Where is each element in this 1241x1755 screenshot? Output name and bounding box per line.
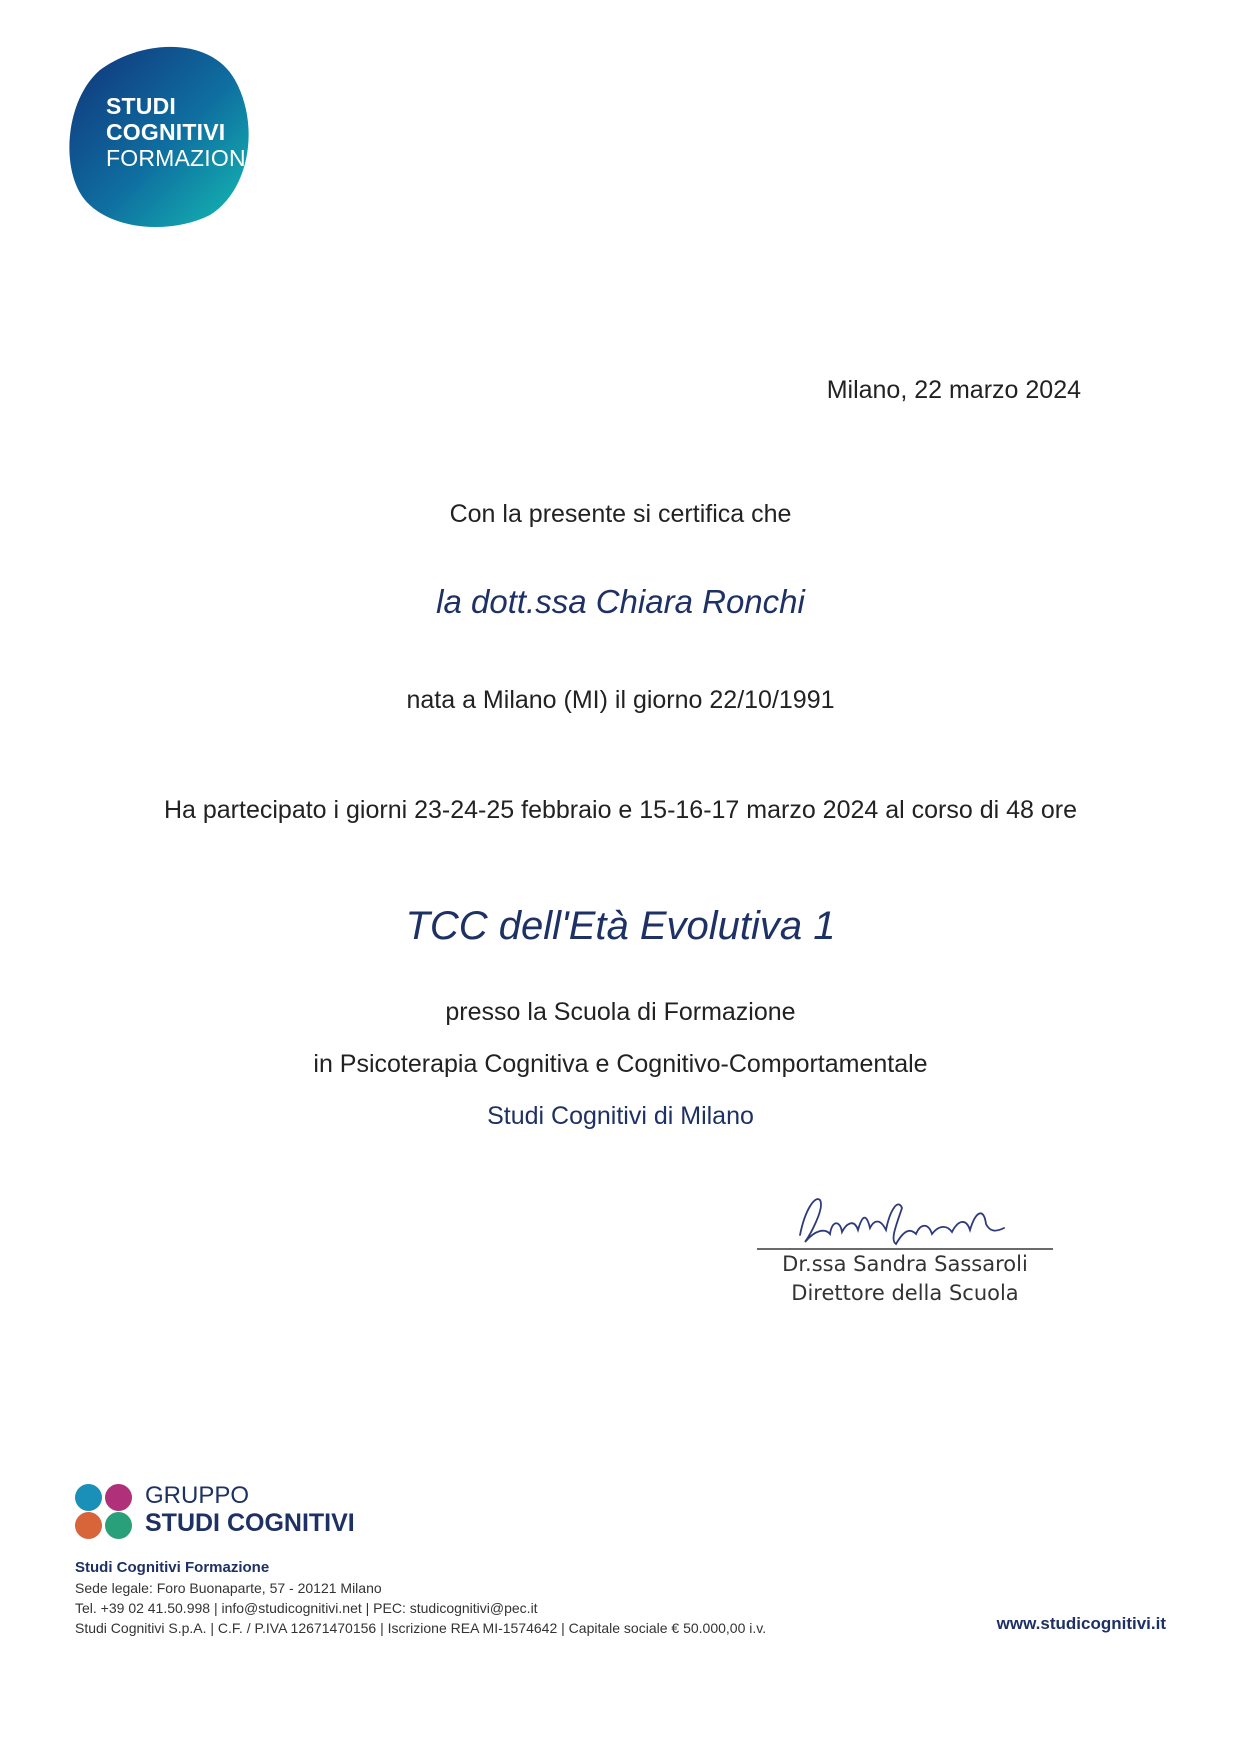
footer-contacts: Tel. +39 02 41.50.998 | info@studicognitivi.net | PEC: studicognitivi@pec.it — [75, 1600, 538, 1616]
school-line-2: in Psicoterapia Cognitiva e Cognitivo-Comportamentale — [313, 1050, 928, 1078]
group-logo-line2: STUDI COGNITIVI — [145, 1509, 355, 1537]
school-name: Studi Cognitivi di Milano — [487, 1102, 754, 1130]
participation-statement: Ha partecipato i giorni 23-24-25 febbraio e 15-16-17 marzo 2024 al corso di 48 ore — [163, 796, 1078, 824]
footer-legal: Studi Cognitivi S.p.A. | C.F. / P.IVA 12671470156 | Iscrizione REA MI-1574642 | Capitale sociale € 50.000,00 i.v. — [75, 1620, 767, 1636]
logo-dot-magenta-icon — [105, 1484, 132, 1511]
footer-address: Sede legale: Foro Buonaparte, 57 - 20121 Milano — [75, 1580, 382, 1596]
signer-name: Dr.ssa Sandra Sassaroli — [782, 1252, 1028, 1276]
certificate-intro: Con la presente si certifica che — [449, 500, 792, 528]
signer-role: Direttore della Scuola — [791, 1281, 1019, 1305]
course-title: TCC dell'Età Evolutiva 1 — [405, 904, 836, 948]
group-logo-line1: GRUPPO — [145, 1482, 250, 1509]
gruppo-studi-cognitivi-logo — [75, 1482, 385, 1542]
document-date: Milano, 22 marzo 2024 — [826, 376, 1081, 404]
logo-dot-green-icon — [105, 1512, 132, 1539]
footer-website-link[interactable]: www.studicognitivi.it — [996, 1614, 1166, 1633]
handwritten-signature — [770, 1190, 1070, 1250]
studi-cognitivi-formazione-logo — [60, 40, 260, 240]
signature-line — [757, 1248, 1053, 1250]
logo-text-line2: COGNITIVI — [106, 119, 226, 145]
footer-company-name: Studi Cognitivi Formazione — [75, 1559, 270, 1576]
logo-text-line1: STUDI — [106, 93, 176, 119]
recipient-name: la dott.ssa Chiara Ronchi — [436, 583, 805, 620]
logo-dot-orange-icon — [75, 1512, 102, 1539]
recipient-birth: nata a Milano (MI) il giorno 22/10/1991 — [406, 686, 835, 714]
logo-dot-blue-icon — [75, 1484, 102, 1511]
logo-text-line3: FORMAZIONE — [106, 145, 262, 171]
school-line-1: presso la Scuola di Formazione — [445, 998, 796, 1026]
